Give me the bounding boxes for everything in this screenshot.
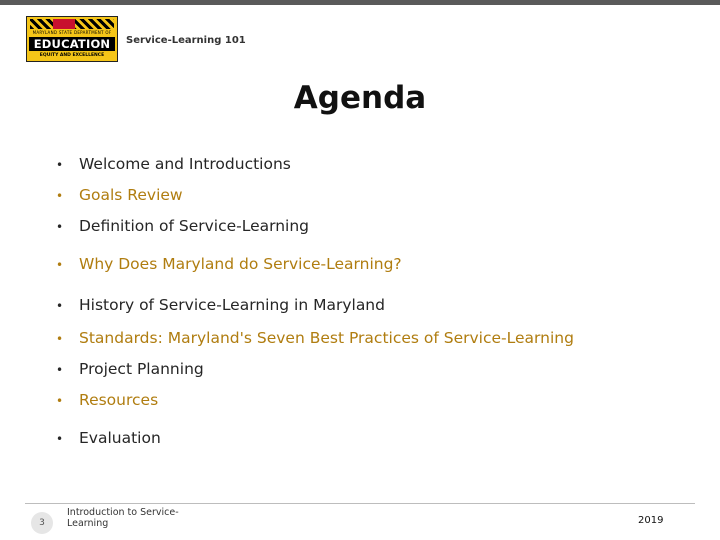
agenda-item [56, 296, 385, 314]
maryland-flag-red-block [53, 19, 75, 29]
bullet: • [56, 394, 64, 408]
bullet: • [56, 189, 64, 203]
agenda-item-text: Standards: Maryland's Seven Best Practices of Service-Learning [79, 329, 574, 347]
agenda-item-text: Definition of Service-Learning [79, 217, 310, 235]
bullet: • [56, 258, 64, 272]
bullet: • [56, 158, 64, 172]
agenda-item-text: Evaluation [79, 429, 161, 447]
agenda-item-text: History of Service-Learning in Maryland [79, 296, 385, 314]
agenda-item [56, 186, 183, 204]
header-subtitle: Service-Learning 101 [126, 35, 246, 46]
bullet: • [56, 332, 64, 346]
slide-title-text: Agenda [293, 80, 427, 116]
agenda-item [56, 360, 204, 378]
agenda-item [56, 255, 402, 273]
agenda-item-text: Project Planning [79, 360, 204, 378]
agenda-item-text: Welcome and Introductions [79, 155, 291, 173]
footer-year: 2019 [638, 515, 664, 526]
bullet: • [56, 220, 64, 234]
footer-divider [25, 503, 695, 504]
agenda-item-text: Goals Review [79, 186, 183, 204]
logo-tagline: EQUITY AND EXCELLENCE [39, 53, 105, 58]
agenda-item [56, 329, 574, 347]
agenda-item [56, 429, 161, 447]
logo-state-text: MARYLAND STATE DEPARTMENT OF [32, 30, 112, 35]
agenda-item [56, 391, 158, 409]
agenda-item [56, 217, 309, 235]
logo-education-text: EDUCATION [29, 37, 115, 51]
bullet: • [56, 432, 64, 446]
page-number: 3 [31, 512, 53, 534]
slide-title [0, 80, 720, 116]
agenda-item-text: Resources [79, 391, 159, 409]
footer-text: Introduction to Service-Learning [67, 507, 179, 529]
top-bar [0, 0, 720, 5]
agenda-item [56, 155, 291, 173]
agenda-item-text: Why Does Maryland do Service-Learning? [79, 255, 402, 273]
bullet: • [56, 299, 64, 313]
bullet: • [56, 363, 64, 377]
msde-logo [26, 16, 118, 62]
